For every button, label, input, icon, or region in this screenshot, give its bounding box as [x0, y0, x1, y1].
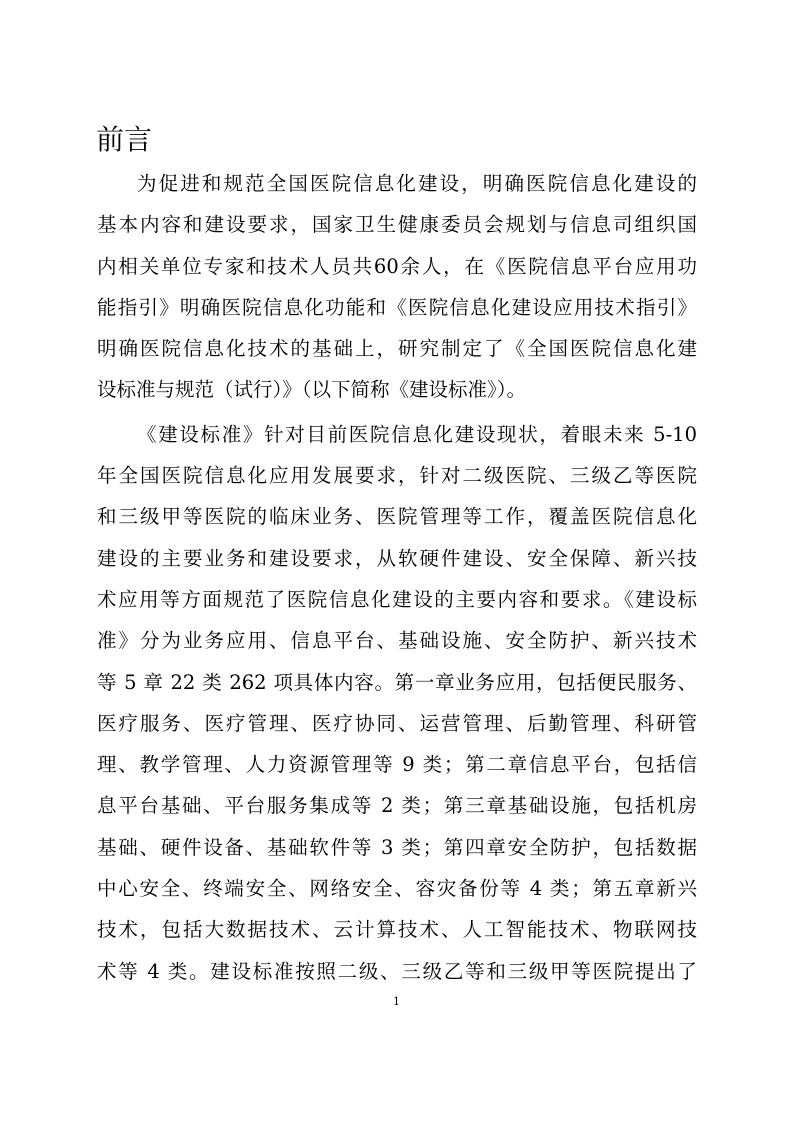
text-line: 理、教学管理、人力资源管理等 9 类；第二章信息平台，包括信: [97, 753, 697, 777]
text-line: 建设的主要业务和建设要求，从软硬件建设、安全保障、新兴技: [97, 546, 697, 570]
text-line: 中心安全、终端安全、网络安全、容灾备份等 4 类；第五章新兴: [97, 877, 697, 901]
text-line: 等 5 章 22 类 262 项具体内容。第一章业务应用，包括便民服务、: [97, 670, 697, 694]
paragraph-1: [97, 163, 697, 411]
text-line: 基本内容和建设要求，国家卫生健康委员会规划与信息司组织国: [97, 213, 697, 237]
text-line: 医疗服务、医疗管理、医疗协同、运营管理、后勤管理、科研管: [97, 711, 697, 735]
text-line: 基础、硬件设备、基础软件等 3 类；第四章安全防护，包括数据: [97, 835, 697, 859]
text-line: 和三级甲等医院的临床业务、医院管理等工作，覆盖医院信息化: [97, 505, 697, 529]
text-line: 《建设标准》针对目前医院信息化建设现状，着眼未来 5-10: [137, 422, 697, 446]
text-line: 年全国医院信息化应用发展要求，针对二级医院、三级乙等医院: [97, 464, 697, 488]
document-body: [97, 163, 697, 995]
text-line: 设标准与规范（试行）》（以下简称《建设标准》）。: [97, 378, 527, 402]
paragraph-2: [97, 414, 697, 992]
text-line: 技术，包括大数据技术、云计算技术、人工智能技术、物联网技: [97, 918, 697, 942]
text-line: 准》分为业务应用、信息平台、基础设施、安全防护、新兴技术: [97, 629, 697, 653]
section-title: 前言: [96, 123, 153, 156]
text-line: 为促进和规范全国医院信息化建设，明确医院信息化建设的: [137, 172, 697, 195]
text-line: 术应用等方面规范了医院信息化建设的主要内容和要求。《建设标: [97, 587, 697, 611]
text-line: 能指引》明确医院信息化功能和《医院信息化建设应用技术指引》: [97, 295, 697, 319]
page-number: 1: [393, 995, 400, 1008]
text-line: 明确医院信息化技术的基础上，研究制定了《全国医院信息化建: [97, 337, 697, 361]
text-line: 术等 4 类。建设标准按照二级、三级乙等和三级甲等医院提出了: [97, 959, 697, 983]
text-line: 息平台基础、平台服务集成等 2 类；第三章基础设施，包括机房: [97, 794, 697, 818]
text-line: 内相关单位专家和技术人员共60余人，在《医院信息平台应用功: [97, 254, 697, 278]
